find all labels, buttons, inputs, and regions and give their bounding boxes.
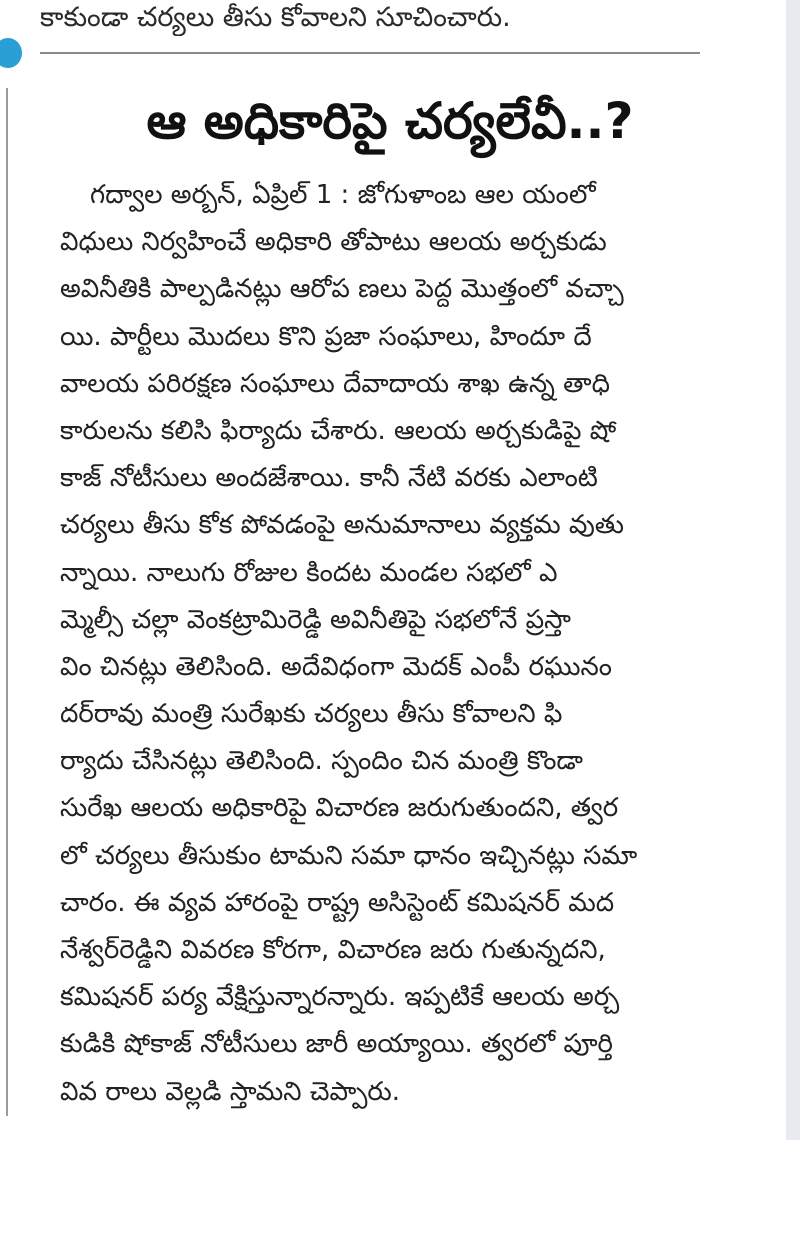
article-line: కుడికి షోకాజ్ నోటీసులు జారీ అయ్యాయి. త్వరలో పూర్తి xyxy=(60,1029,613,1060)
column-border xyxy=(6,88,8,1116)
section-divider xyxy=(40,52,700,54)
article-line: విధులు నిర్వహించే అధికారి తోపాటు ఆలయ అర్చకుడు xyxy=(60,227,607,258)
article-line: యి. పార్టీలు మొదలు కొని ప్రజా సంఘాలు, హిందూ దే xyxy=(60,321,592,352)
article-line: అవినీతికి పాల్పడినట్లు ఆరోప ణలు పెద్ద మొత్తంలో వచ్చా xyxy=(60,274,624,305)
article-line: కారులను కలిసి ఫిర్యాదు చేశారు. ఆలయ అర్చకుడిపై షో xyxy=(60,415,617,446)
article-line: మ్మెల్సీ చల్లా వెంకట్రామిరెడ్డి అవినీతిపై సభలోనే ప్రస్తా xyxy=(60,604,571,635)
article-line: చర్యలు తీసు కోక పోవడంపై అనుమానాలు వ్యక్తమ వుతు xyxy=(60,510,625,541)
article-line: కమిషనర్ పర్య వేక్షిస్తున్నారన్నారు. ఇప్పటికే ఆలయ అర్చ xyxy=(60,982,620,1013)
bullet-marker-icon xyxy=(0,38,22,68)
article-headline: ఆ అధికారిపై చర్యలేవీ..? xyxy=(146,92,634,150)
article-line: వివ రాలు వెల్లడి స్తామని చెప్పారు. xyxy=(60,1076,401,1107)
article-line: దర్‌రావు మంత్రి సురేఖకు చర్యలు తీసు కోవాలని ఫి xyxy=(60,699,563,730)
article-line: చారం. ఈ వ్యవ హారంపై రాష్ట్ర అసిస్టెంట్ కమిషనర్ మద xyxy=(60,887,615,918)
article-line: ర్యాదు చేసినట్లు తెలిసింది. స్పందిం చిన మంత్రి కొండా xyxy=(60,746,583,777)
page-edge-strip xyxy=(786,0,800,1140)
article-body xyxy=(60,172,700,1116)
previous-article-last-line: కాకుండా చర్యలు తీసు కోవాలని సూచించారు. xyxy=(40,2,511,33)
article-line: వాలయ పరిరక్షణ సంఘాలు దేవాదాయ శాఖ ఉన్న తాధి xyxy=(60,368,610,399)
article-line: కాజ్ నోటీసులు అందజేశాయి. కానీ నేటి వరకు ఎలాంటి xyxy=(60,463,598,494)
article-line: సురేఖ ఆలయ అధికారిపై విచారణ జరుగుతుందని, త్వర xyxy=(60,793,619,824)
article-line: విం చినట్లు తెలిసింది. అదేవిధంగా మెదక్ ఎంపీ రఘునం xyxy=(60,651,612,682)
article-line: గద్వాల అర్బన్, ఏప్రిల్ 1 : జోగుళాంబ ఆల యంలో xyxy=(90,180,596,210)
article-line: న్నాయి. నాలుగు రోజుల కిందట మండల సభలో ఎ xyxy=(60,557,558,588)
article-line: లో చర్యలు తీసుకుం టామని సమా ధానం ఇచ్చినట్లు సమా xyxy=(60,840,638,871)
article-line: నేశ్వర్‌రెడ్డిని వివరణ కోరగా, విచారణ జరు గుతున్నదని, xyxy=(60,935,606,965)
